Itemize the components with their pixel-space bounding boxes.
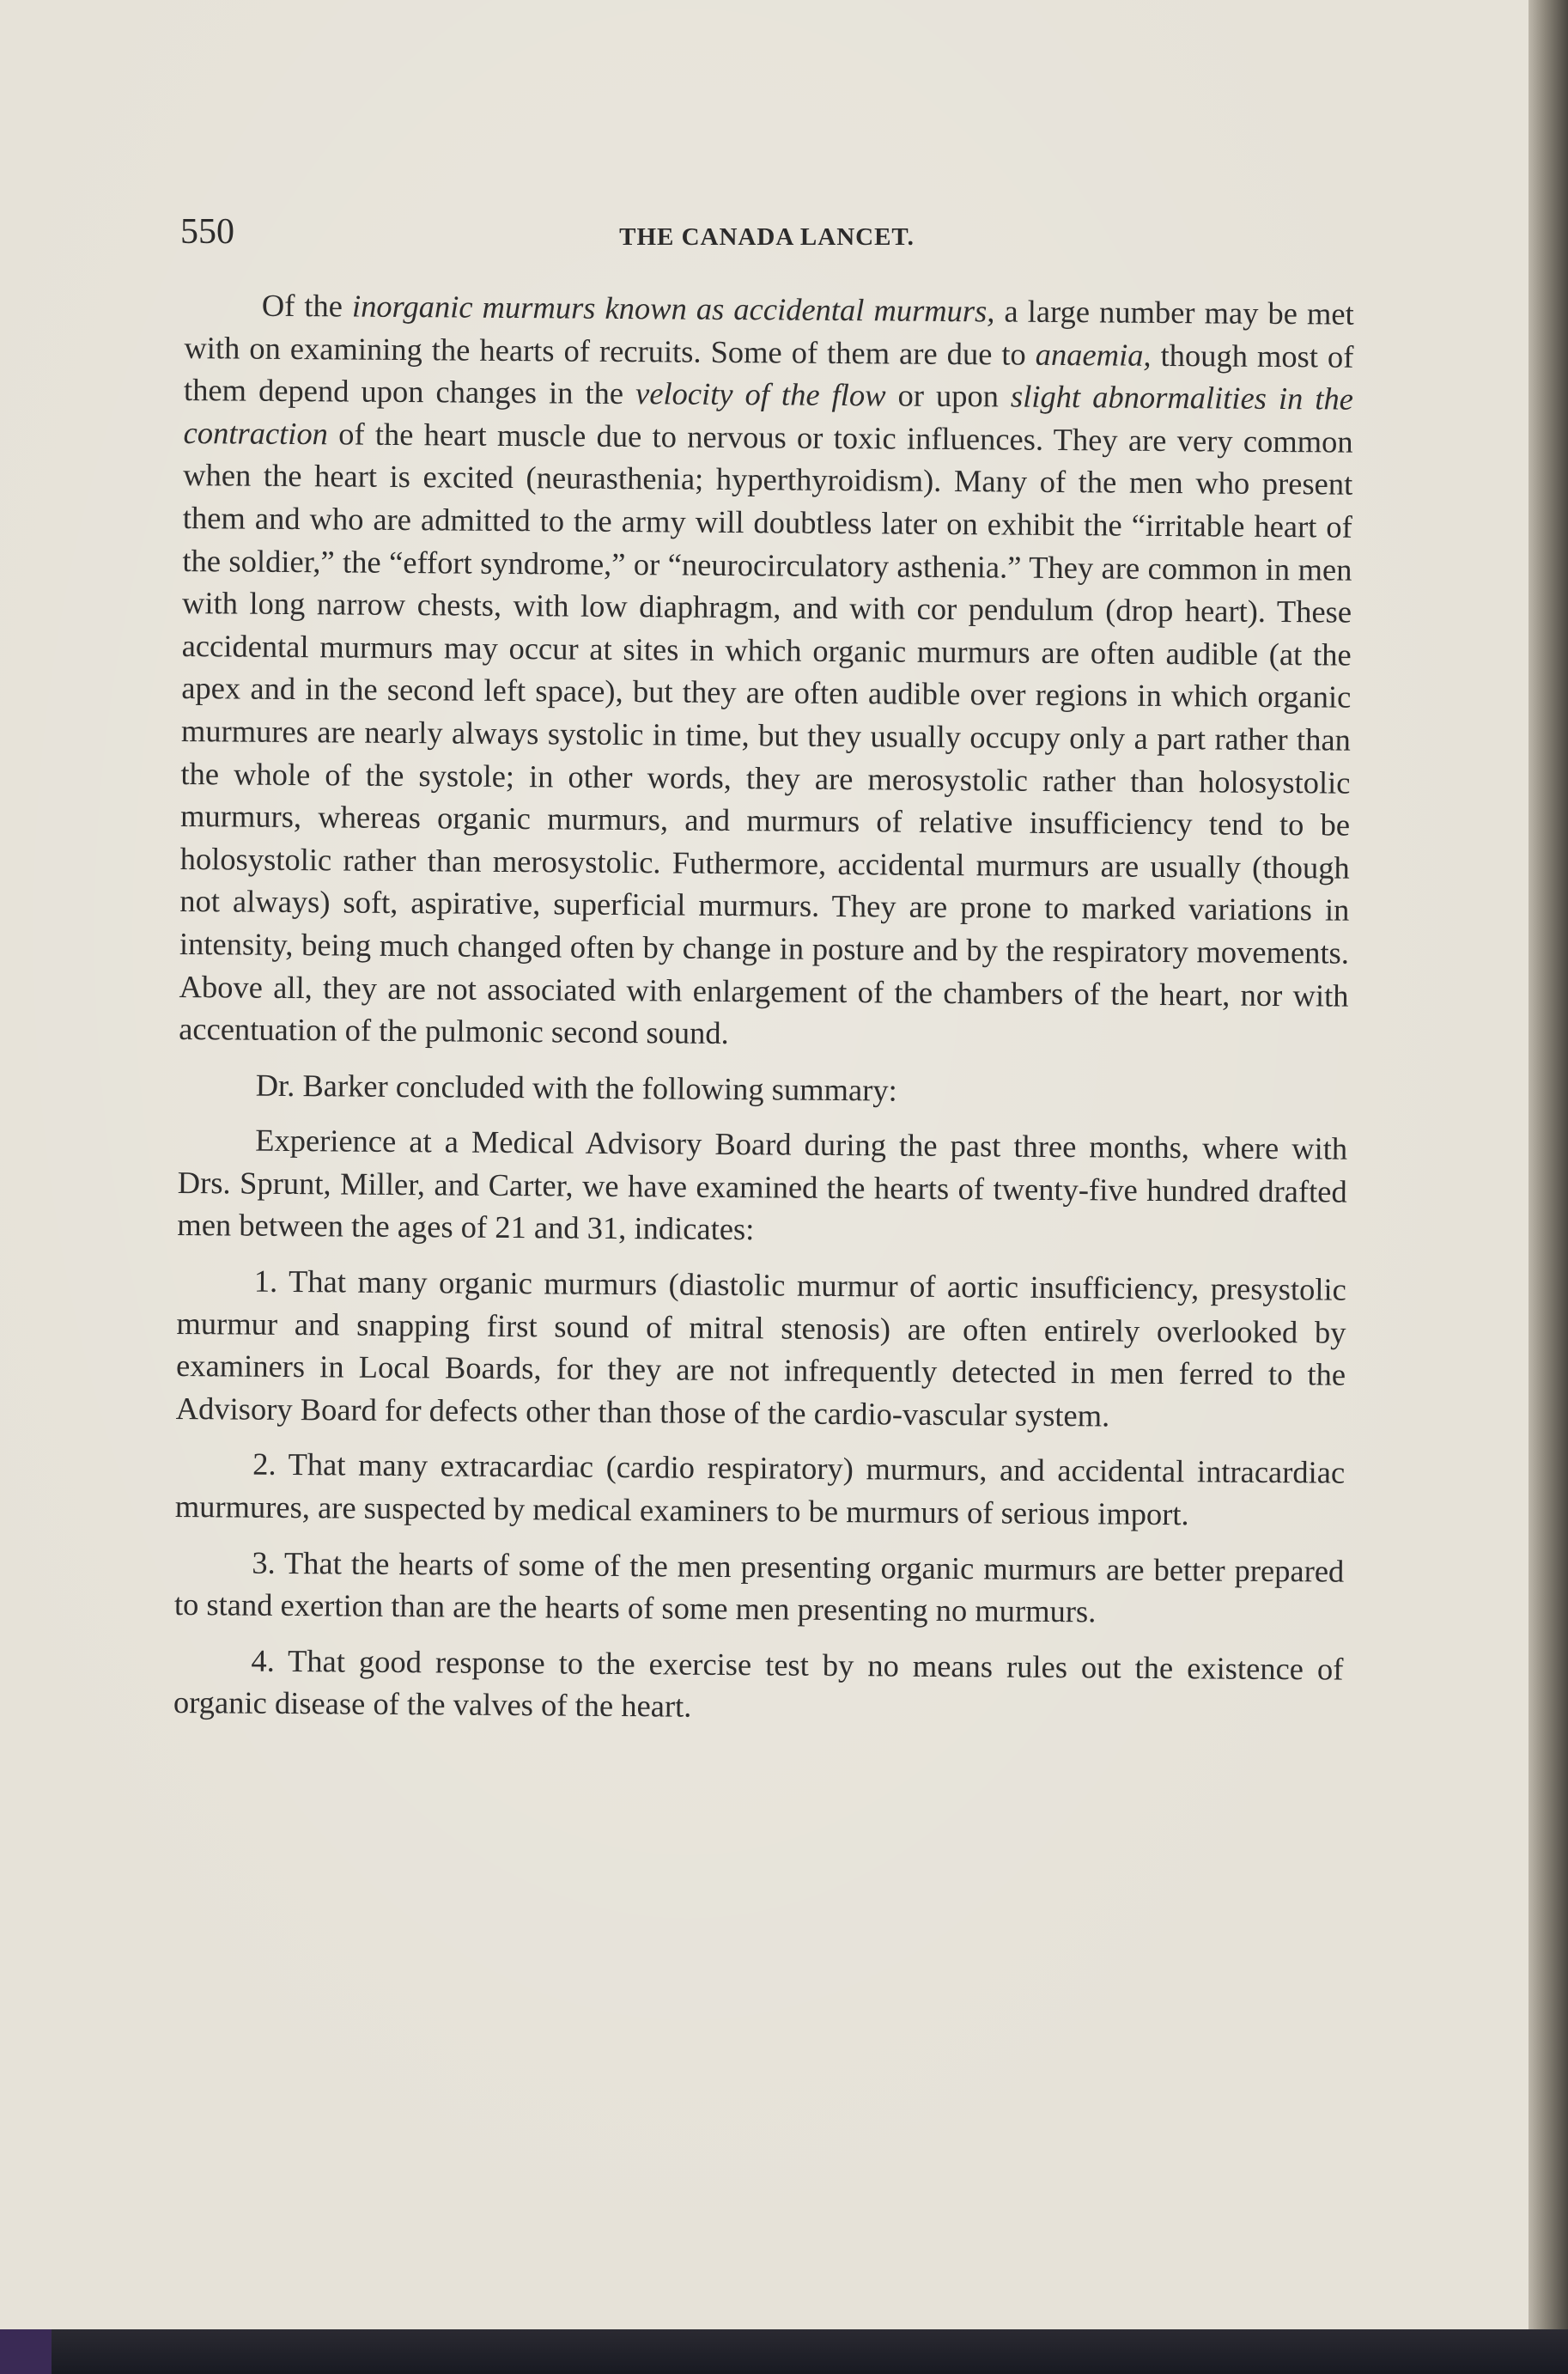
italic-phrase: anaemia,: [1035, 336, 1152, 373]
text-run: though most of them depend upon changes in the: [183, 337, 1354, 411]
page-number: 550: [180, 212, 234, 252]
summary-item-3: 3. That the hearts of some of the men presenting organic murmurs are better prepared to stand exertion than are the hearts of some men presenting no murmurs.: [173, 1544, 1345, 1629]
summary-item-1: 1. That many organic murmurs (diastolic murmur of aortic insufficiency, presystolic murmur and snapping first sound of mitral stenosis) are often entirely overlooked by examiners in Local Boards, for they are not infrequently detected in men ferred to the Advisory Board for defects other than those of the cardio-vascular system.: [175, 1263, 1347, 1434]
paragraph-summary-intro: Dr. Barker concluded with the following summary:: [255, 1067, 897, 1108]
italic-phrase: inorganic murmurs known as accidental murmurs,: [351, 288, 995, 329]
running-title: THE CANADA LANCET.: [619, 223, 915, 251]
text-run: or upon: [885, 377, 1012, 414]
summary-item-2: 2. That many extracardiac (cardio respiratory) murmurs, and accidental intracardiac murmures, are suspected by medical examiners to be murmurs of serious import.: [174, 1446, 1346, 1532]
paragraph-accidental-murmurs: [179, 283, 1354, 1059]
page-header: [180, 206, 1353, 258]
text-run: Of the: [261, 287, 353, 324]
text-run: a large number may be met with on examining the hearts of recruits. Some of them are due to: [184, 293, 1354, 372]
body-text: [173, 283, 1354, 1733]
summary-item-4: 4. That good response to the exercise test by no means rules out the existence of organic disease of the valves of the heart.: [173, 1642, 1344, 1725]
page-edge-shadow: [1528, 0, 1568, 2329]
italic-phrase: slight abnormalities in the contraction: [183, 378, 1354, 452]
paragraph-experience: Experience at a Medical Advisory Board during the past three months, where with Drs. Sprunt, Miller, and Carter, we have examined the hearts of twenty-five hundred drafted men between the ages of 21 and 31, indicates:: [177, 1122, 1348, 1247]
italic-phrase: velocity of the flow: [635, 375, 886, 413]
text-run: of the heart muscle due to nervous or toxic influences. They are very common when the heart is excited (neurasthenia; hyperthyroidism). Many of the men who present them and who are admitted to the army will doubtless later on exhibit the “irritable heart of the soldier,” the “effort syndrome,” or “neurocirculatory asthenia.” They are common in men with long narrow chests, with low diaphragm, and with cor pendulum (drop heart). These accidental murmurs may occur at sites in which organic murmurs are often audible (at the apex and in the second left space), but they are often audible over regions in which organic murmures are nearly always systolic in time, but they usually occupy only a part rather than the whole of the systole; in other words, they are merosystolic rather than holosystolic murmurs, whereas organic murmurs, and murmurs of relative insufficiency tend to be holosystolic rather than merosystolic. Futhermore, accidental murmurs are usually (though not always) soft, aspirative, superficial murmurs. They are prone to marked variations in intensity, being much changed often by change in posture and by the respiratory movements. Above all, they are not associated with enlargement of the chambers of the heart, nor with accentuation of the pulmonic second sound.: [179, 416, 1353, 1051]
scan-background-bottom: [0, 2329, 1568, 2374]
scan-background-corner: [0, 2329, 52, 2374]
